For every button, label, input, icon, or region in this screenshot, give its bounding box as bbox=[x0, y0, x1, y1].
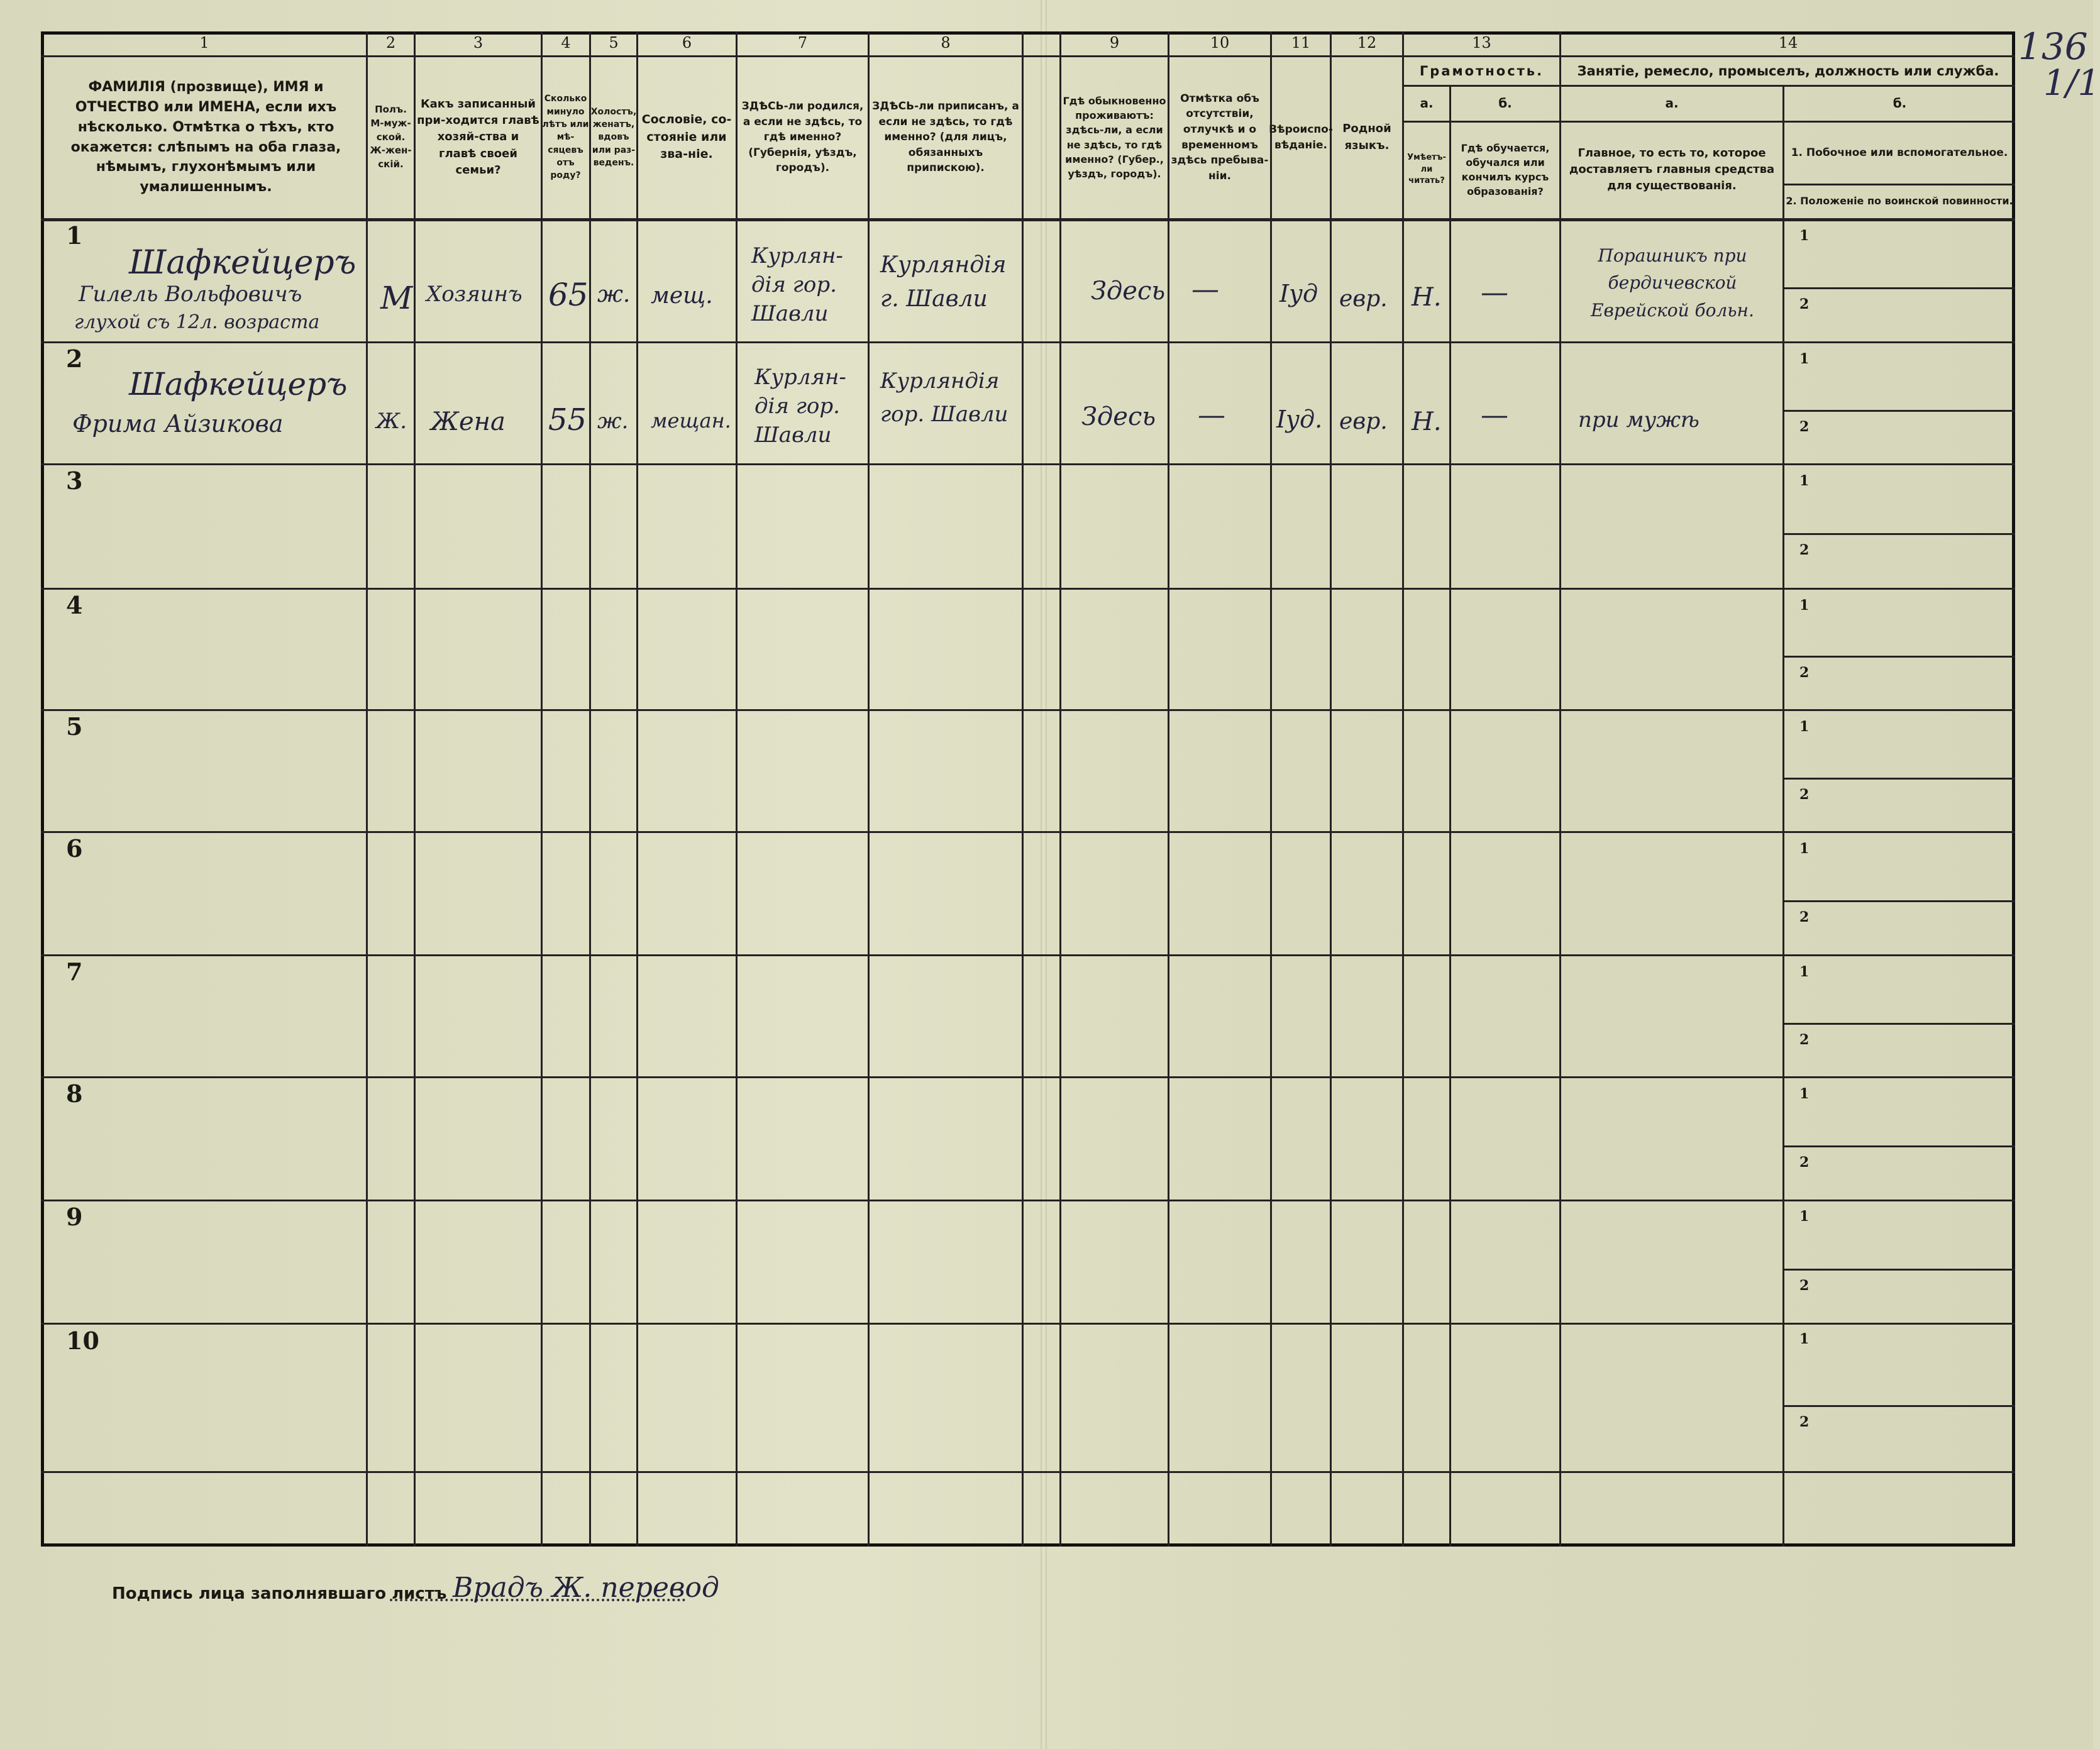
header-registered: ЗДѢСЬ-ли приписанъ, а если не здѣсь, то гдѣ именно? (для лицъ, обязанныхъ припискою). bbox=[872, 99, 1019, 175]
row-number: 6 bbox=[66, 834, 83, 863]
col-sep-8 bbox=[1022, 31, 1024, 1547]
row-number: 10 bbox=[66, 1327, 99, 1355]
subrow-number-1: 1 bbox=[1799, 1208, 1810, 1225]
row-number: 7 bbox=[66, 957, 83, 986]
occupation-subrow-split bbox=[1782, 900, 2015, 902]
colnum-8: 8 bbox=[941, 34, 951, 52]
colnum-13: 13 bbox=[1472, 34, 1491, 52]
page-number: 136 bbox=[2018, 25, 2088, 68]
header-language: Родной языкъ. bbox=[1342, 122, 1391, 152]
row-number: 4 bbox=[66, 591, 83, 619]
entry-age: 55 bbox=[548, 402, 587, 438]
colnum-2: 2 bbox=[385, 34, 396, 52]
entry-religion: Іуд. bbox=[1276, 406, 1323, 433]
entry-language: евр. bbox=[1339, 409, 1388, 434]
col-sep-12 bbox=[1402, 31, 1404, 1547]
rule-c13-ab bbox=[1402, 121, 2015, 123]
col-sep-11 bbox=[1330, 31, 1332, 1547]
colnum-1: 1 bbox=[199, 34, 209, 52]
header-literacy-b-label: б. bbox=[1498, 95, 1512, 111]
col-sep-5 bbox=[636, 31, 638, 1547]
rule-header-bottom bbox=[41, 218, 2015, 221]
subrow-number-2: 2 bbox=[1799, 1277, 1810, 1294]
corner-mark: 1/1 bbox=[2043, 63, 2100, 104]
entry-residence: Здесь bbox=[1081, 402, 1156, 431]
col-sep-2 bbox=[414, 31, 416, 1547]
header-military: 2. Положеніе по воинской повинности. bbox=[1786, 195, 2013, 207]
rule-colnum bbox=[41, 55, 2015, 57]
occupation-subrow-split bbox=[1782, 656, 2015, 658]
row-number: 3 bbox=[66, 466, 83, 495]
entry-religion: Іуд bbox=[1279, 280, 1318, 307]
entry-registered: Курляндія г. Шавли bbox=[880, 252, 1007, 312]
entry-literacy: Н. bbox=[1412, 407, 1442, 436]
entry-given-name: Фрима Айзикова bbox=[72, 410, 284, 438]
row-number: 9 bbox=[66, 1203, 83, 1231]
subrow-number-2: 2 bbox=[1799, 419, 1810, 435]
row-number: 5 bbox=[66, 712, 83, 741]
entry-surname: Шафкейцеръ bbox=[129, 244, 356, 282]
entry-birthplace: Курлян-дія гор. Шавли bbox=[754, 365, 846, 448]
subrow-number-1: 1 bbox=[1799, 841, 1810, 857]
header-occupation: Занятіе, ремесло, промыселъ, должность или служба. bbox=[1577, 63, 1999, 79]
header-occupation-side: 1. Побочное или вспомогательное. bbox=[1791, 146, 2008, 159]
rule-row-6 bbox=[41, 954, 2015, 956]
col-sep-1 bbox=[366, 31, 368, 1547]
signature-value: Врадъ Ж. перевод bbox=[453, 1572, 719, 1604]
header-occupation-main: Главное, то есть то, которое доставляетъ главныя средства для существованія. bbox=[1569, 146, 1775, 193]
header-occupation-a-label: а. bbox=[1665, 95, 1679, 111]
col-sep-13 bbox=[1449, 85, 1451, 1547]
entry-birthplace: Курлян-дія гор. Шавли bbox=[751, 243, 843, 326]
header-literacy: Грамотность. bbox=[1419, 63, 1544, 79]
col-sep-6 bbox=[736, 31, 738, 1547]
row-number: 1 bbox=[66, 221, 83, 250]
subrow-number-1: 1 bbox=[1799, 964, 1810, 980]
subrow-number-2: 2 bbox=[1799, 1414, 1810, 1430]
occupation-subrow-split bbox=[1782, 410, 2015, 412]
entry-relation: Жена bbox=[431, 407, 506, 436]
col-sep-4 bbox=[589, 31, 591, 1547]
subrow-number-2: 2 bbox=[1799, 1032, 1810, 1048]
header-religion: Вѣроиспо-вѣданіе. bbox=[1269, 123, 1333, 152]
rule-row-9 bbox=[41, 1323, 2015, 1325]
subrow-number-1: 1 bbox=[1799, 473, 1810, 489]
entry-occupation: при мужѣ bbox=[1578, 407, 1699, 433]
subrow-number-1: 1 bbox=[1799, 351, 1810, 367]
rule-row-10 bbox=[41, 1471, 2015, 1473]
entry-estate: мещ. bbox=[651, 283, 713, 309]
header-relation: Какъ записанный при-ходится главѣ хозяй-ства и главѣ своей семьи? bbox=[417, 97, 539, 177]
colnum-9: 9 bbox=[1109, 34, 1120, 52]
rule-row-1 bbox=[41, 341, 2015, 343]
header-name: ФАМИЛІЯ (прозвище), ИМЯ и ОТЧЕСТВО или ИМЕНА, если ихъ нѣсколько. Отмѣтка о тѣхъ, кто окажется: слѣпымъ на оба глаза, нѣмымъ, глухонѣмымъ или умалишеннымъ. bbox=[70, 79, 341, 196]
col-sep-3 bbox=[541, 31, 543, 1547]
entry-literacy: Н. bbox=[1412, 283, 1442, 312]
occupation-subrow-split bbox=[1782, 1269, 2015, 1271]
subrow-number-1: 1 bbox=[1799, 228, 1810, 244]
subrow-number-2: 2 bbox=[1799, 1154, 1810, 1171]
entry-marital: ж. bbox=[597, 409, 629, 434]
col-sep-14 bbox=[1782, 85, 1784, 1547]
colnum-10: 10 bbox=[1210, 34, 1230, 52]
header-occupation-b-label: б. bbox=[1893, 95, 1907, 111]
entry-marital: ж. bbox=[597, 282, 631, 307]
rule-row-4 bbox=[41, 709, 2015, 711]
colnum-7: 7 bbox=[797, 34, 808, 52]
header-literacy-read: Умѣетъ-ли читать? bbox=[1407, 152, 1446, 186]
col-sep-9 bbox=[1168, 31, 1169, 1547]
header-age: Сколько минуло лѣтъ или мѣ-сяцевъ отъ роду? bbox=[542, 94, 589, 181]
colnum-4: 4 bbox=[561, 34, 571, 52]
occupation-subrow-split bbox=[1782, 287, 2015, 289]
entry-surname: Шафкейцеръ bbox=[129, 366, 348, 402]
entry-estate: мещан. bbox=[651, 409, 731, 433]
entry-occupation: Порашникъ при бердичевской Еврейской больн. bbox=[1591, 245, 1754, 321]
rule-row-7 bbox=[41, 1076, 2015, 1078]
colnum-6: 6 bbox=[682, 34, 692, 52]
entry-registered: Курляндія гор. Шавли bbox=[880, 368, 1009, 427]
occupation-subrow-split bbox=[1782, 778, 2015, 780]
header-literacy-a-label: а. bbox=[1420, 95, 1434, 111]
rule-row-3 bbox=[41, 588, 2015, 590]
subrow-number-2: 2 bbox=[1799, 542, 1810, 558]
colnum-3: 3 bbox=[473, 34, 484, 52]
entry-absence: — bbox=[1191, 273, 1219, 306]
colnum-5: 5 bbox=[609, 34, 619, 52]
header-birthplace: ЗДѢСЬ-ли родился, а если не здѣсь, то гдѣ именно? (Губернія, уѣздъ, городъ). bbox=[741, 99, 864, 175]
entry-age: 65 bbox=[548, 277, 589, 313]
rule-c14b-split bbox=[1782, 184, 2015, 185]
entry-note: глухой съ 12л. возраста bbox=[74, 311, 320, 333]
subrow-number-2: 2 bbox=[1799, 909, 1810, 925]
entry-education: — bbox=[1481, 277, 1508, 309]
entry-language: евр. bbox=[1339, 286, 1388, 312]
colnum-11: 11 bbox=[1291, 34, 1311, 52]
header-sex: Полъ. М-муж-ской. Ж-жен-скій. bbox=[370, 104, 412, 170]
colnum-14: 14 bbox=[1778, 34, 1798, 52]
header-estate: Сословіе, со-стояніе или зва-ніе. bbox=[641, 113, 732, 162]
entry-residence: Здесь bbox=[1091, 277, 1166, 306]
subrow-number-2: 2 bbox=[1799, 296, 1810, 312]
occupation-subrow-split bbox=[1782, 1405, 2015, 1407]
subrow-number-1: 1 bbox=[1799, 597, 1810, 614]
col-sep-10 bbox=[1270, 31, 1272, 1547]
subrow-number-1: 1 bbox=[1799, 1331, 1810, 1347]
header-literacy-education: Гдѣ обучается, обучался или кончилъ курсъ образованія? bbox=[1461, 141, 1550, 198]
occupation-subrow-split bbox=[1782, 533, 2015, 535]
entry-absence: — bbox=[1198, 399, 1225, 431]
entry-given-name: Гилель Вольфовичъ bbox=[79, 282, 302, 307]
subrow-number-2: 2 bbox=[1799, 786, 1810, 803]
entry-education: — bbox=[1481, 399, 1508, 431]
rule-row-2 bbox=[41, 463, 2015, 465]
entry-sex: Ж. bbox=[376, 409, 407, 434]
signature-label: Подпись лица заполнявшаго листъ bbox=[112, 1584, 447, 1603]
header-marital: Холостъ, женатъ, вдовъ или раз-веденъ. bbox=[590, 106, 637, 168]
occupation-subrow-split bbox=[1782, 1145, 2015, 1147]
col-sep-7 bbox=[868, 31, 870, 1547]
row-number: 8 bbox=[66, 1079, 83, 1108]
subrow-number-2: 2 bbox=[1799, 665, 1810, 681]
col-sep-8b bbox=[1059, 31, 1061, 1547]
row-number: 2 bbox=[66, 345, 83, 373]
entry-relation: Хозяинъ bbox=[426, 282, 522, 307]
header-residence: Гдѣ обыкновенно проживаютъ: здѣсь-ли, а если не здѣсь, то гдѣ именно? (Губер., уѣздъ, городъ). bbox=[1063, 94, 1166, 180]
rule-row-5 bbox=[41, 831, 2015, 833]
occupation-subrow-split bbox=[1782, 1023, 2015, 1025]
subrow-number-1: 1 bbox=[1799, 1086, 1810, 1102]
col-sep-13b bbox=[1559, 31, 1561, 1547]
colnum-12: 12 bbox=[1357, 34, 1377, 52]
entry-sex: М bbox=[380, 280, 413, 316]
subrow-number-1: 1 bbox=[1799, 719, 1810, 735]
header-absence: Отмѣтка объ отсутствіи, отлучкѣ и о временномъ здѣсь пребыва-ніи. bbox=[1171, 92, 1269, 182]
rule-row-8 bbox=[41, 1200, 2015, 1201]
